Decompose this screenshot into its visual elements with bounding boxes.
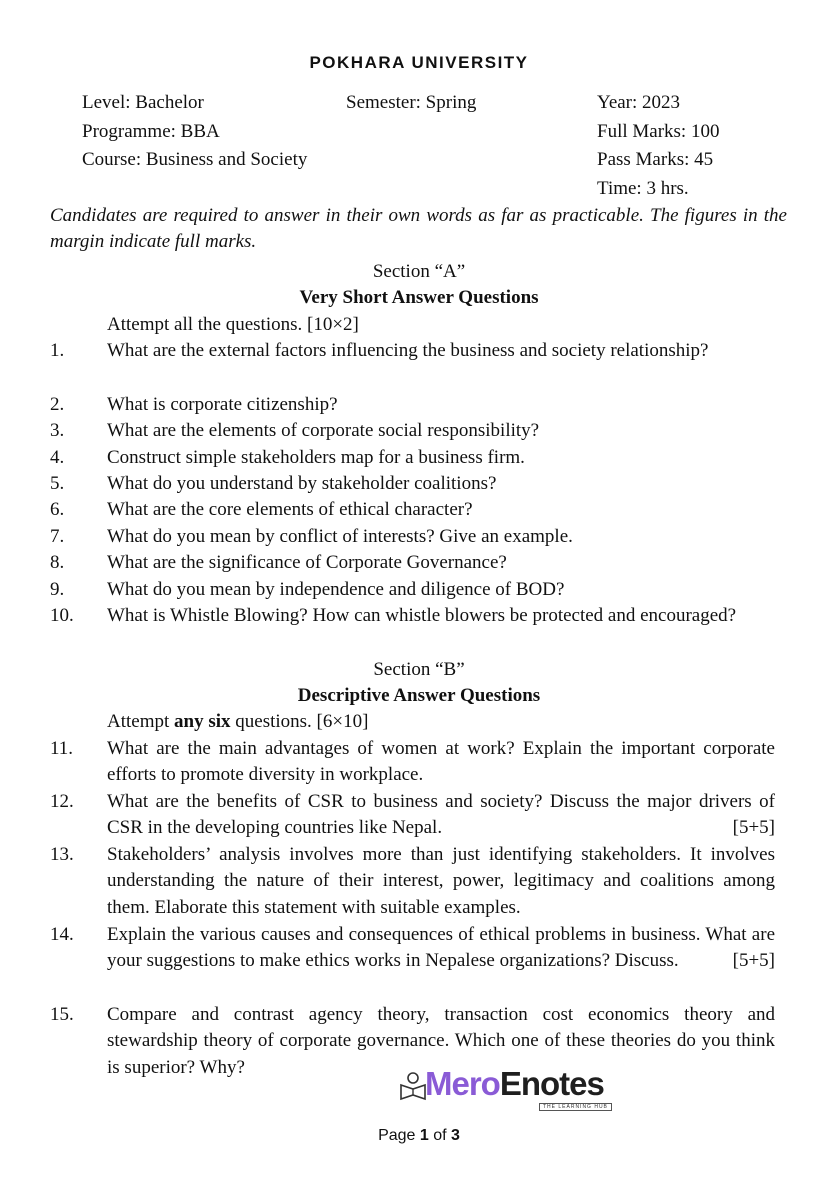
question-text: What do you mean by independence and diligence of BOD? [107,579,565,600]
full-marks: Full Marks: 100 [597,120,720,142]
question-number: 8. [50,552,65,573]
section-a-title: Section “A” [372,261,466,282]
total-pages: 3 [451,1127,460,1144]
question-marks: [5+5] [732,817,775,839]
question-text: Stakeholders’ analysis involves more than just identifying stakeholders. It involves understanding the nature of their interest, power, legitimacy and coalitions among them. Elaborate this statement with suitable examples. [107,844,775,918]
question-text: Compare and contrast agency theory, transaction cost economics theory and stewardship theory of corporate governance. Which one of these theories do you think is superior? Why? [107,1004,775,1078]
question-number: 7. [50,526,65,547]
university-name: POKHARA UNIVERSITY [309,53,529,72]
section-b-title: Section “B” [373,659,465,680]
instructions: Candidates are required to answer in their own words as far as practicable. The figures in the margin indicate full marks. [50,205,787,252]
section-a-subtitle: Very Short Answer Questions [299,287,539,308]
question-text: What is corporate citizenship? [107,394,338,415]
logo-tagline: THE LEARNING HUB [539,1103,612,1111]
year: Year: 2023 [597,92,681,113]
meroenotes-logo [399,1063,629,1115]
question-text: What do you understand by stakeholder coalitions? [107,473,497,494]
logo-text-mero: Mero [425,1065,500,1102]
footer-mid: of [428,1127,452,1144]
question-number: 9. [50,579,65,600]
pass-marks: Pass Marks: 45 [597,149,714,170]
question-text: What are the main advantages of women at work? Explain the important corporate efforts to promote diversity in workplace. [107,738,775,786]
question-number: 15. [50,1004,74,1025]
question-number: 11. [50,738,74,759]
question-number: 10. [50,605,74,626]
meta-middle [346,89,476,118]
current-page: 1 [419,1127,429,1144]
question-marks: [5+5] [732,950,775,972]
programme: Programme: BBA [82,120,220,142]
time: Time: 3 hrs. [597,177,689,199]
question-text: What are the significance of Corporate Governance? [107,552,507,573]
level: Level: Bachelor [82,92,204,113]
question-number: 6. [50,499,65,520]
meta-left [82,89,307,175]
question-text: What are the benefits of CSR to business and society? Discuss the major drivers of CSR in the developing countries like Nepal. [107,791,775,839]
attempt-bold: any six [174,711,231,732]
section-b-attempt [107,709,368,735]
attempt-pre: Attempt [107,711,175,732]
question-text: What is Whistle Blowing? How can whistle blowers be protected and encouraged? [107,605,737,626]
book-reader-icon [399,1071,427,1101]
course: Course: Business and Society [82,149,308,170]
page-footer [0,1127,838,1145]
question-text: What do you mean by conflict of interests? Give an example. [107,526,573,547]
question-number: 3. [50,420,65,441]
question-text: What are the elements of corporate social responsibility? [107,420,540,441]
question-number: 2. [50,394,65,415]
attempt-post: questions. [6×10] [230,711,369,732]
question-number: 12. [50,791,74,812]
question-number: 4. [50,447,65,468]
question-number: 14. [50,924,74,945]
question-text: What are the core elements of ethical character? [107,499,473,520]
section-b-subtitle: Descriptive Answer Questions [297,685,541,706]
logo-text-enotes: Enotes [499,1065,604,1102]
question-number: 13. [50,844,74,865]
question-text: What are the external factors influencing the business and society relationship? [107,340,709,361]
semester: Semester: Spring [346,92,477,113]
question-number: 5. [50,473,65,494]
meta-right [597,89,719,203]
footer-pre: Page [378,1127,420,1144]
question-text: Explain the various causes and consequences of ethical problems in business. What are your suggestions to make ethics works in Nepalese organizations? Discuss. [107,924,775,972]
section-a-attempt: Attempt all the questions. [10×2] [107,314,359,335]
question-number: 1. [50,340,65,361]
question-text: Construct simple stakeholders map for a business firm. [107,447,525,468]
